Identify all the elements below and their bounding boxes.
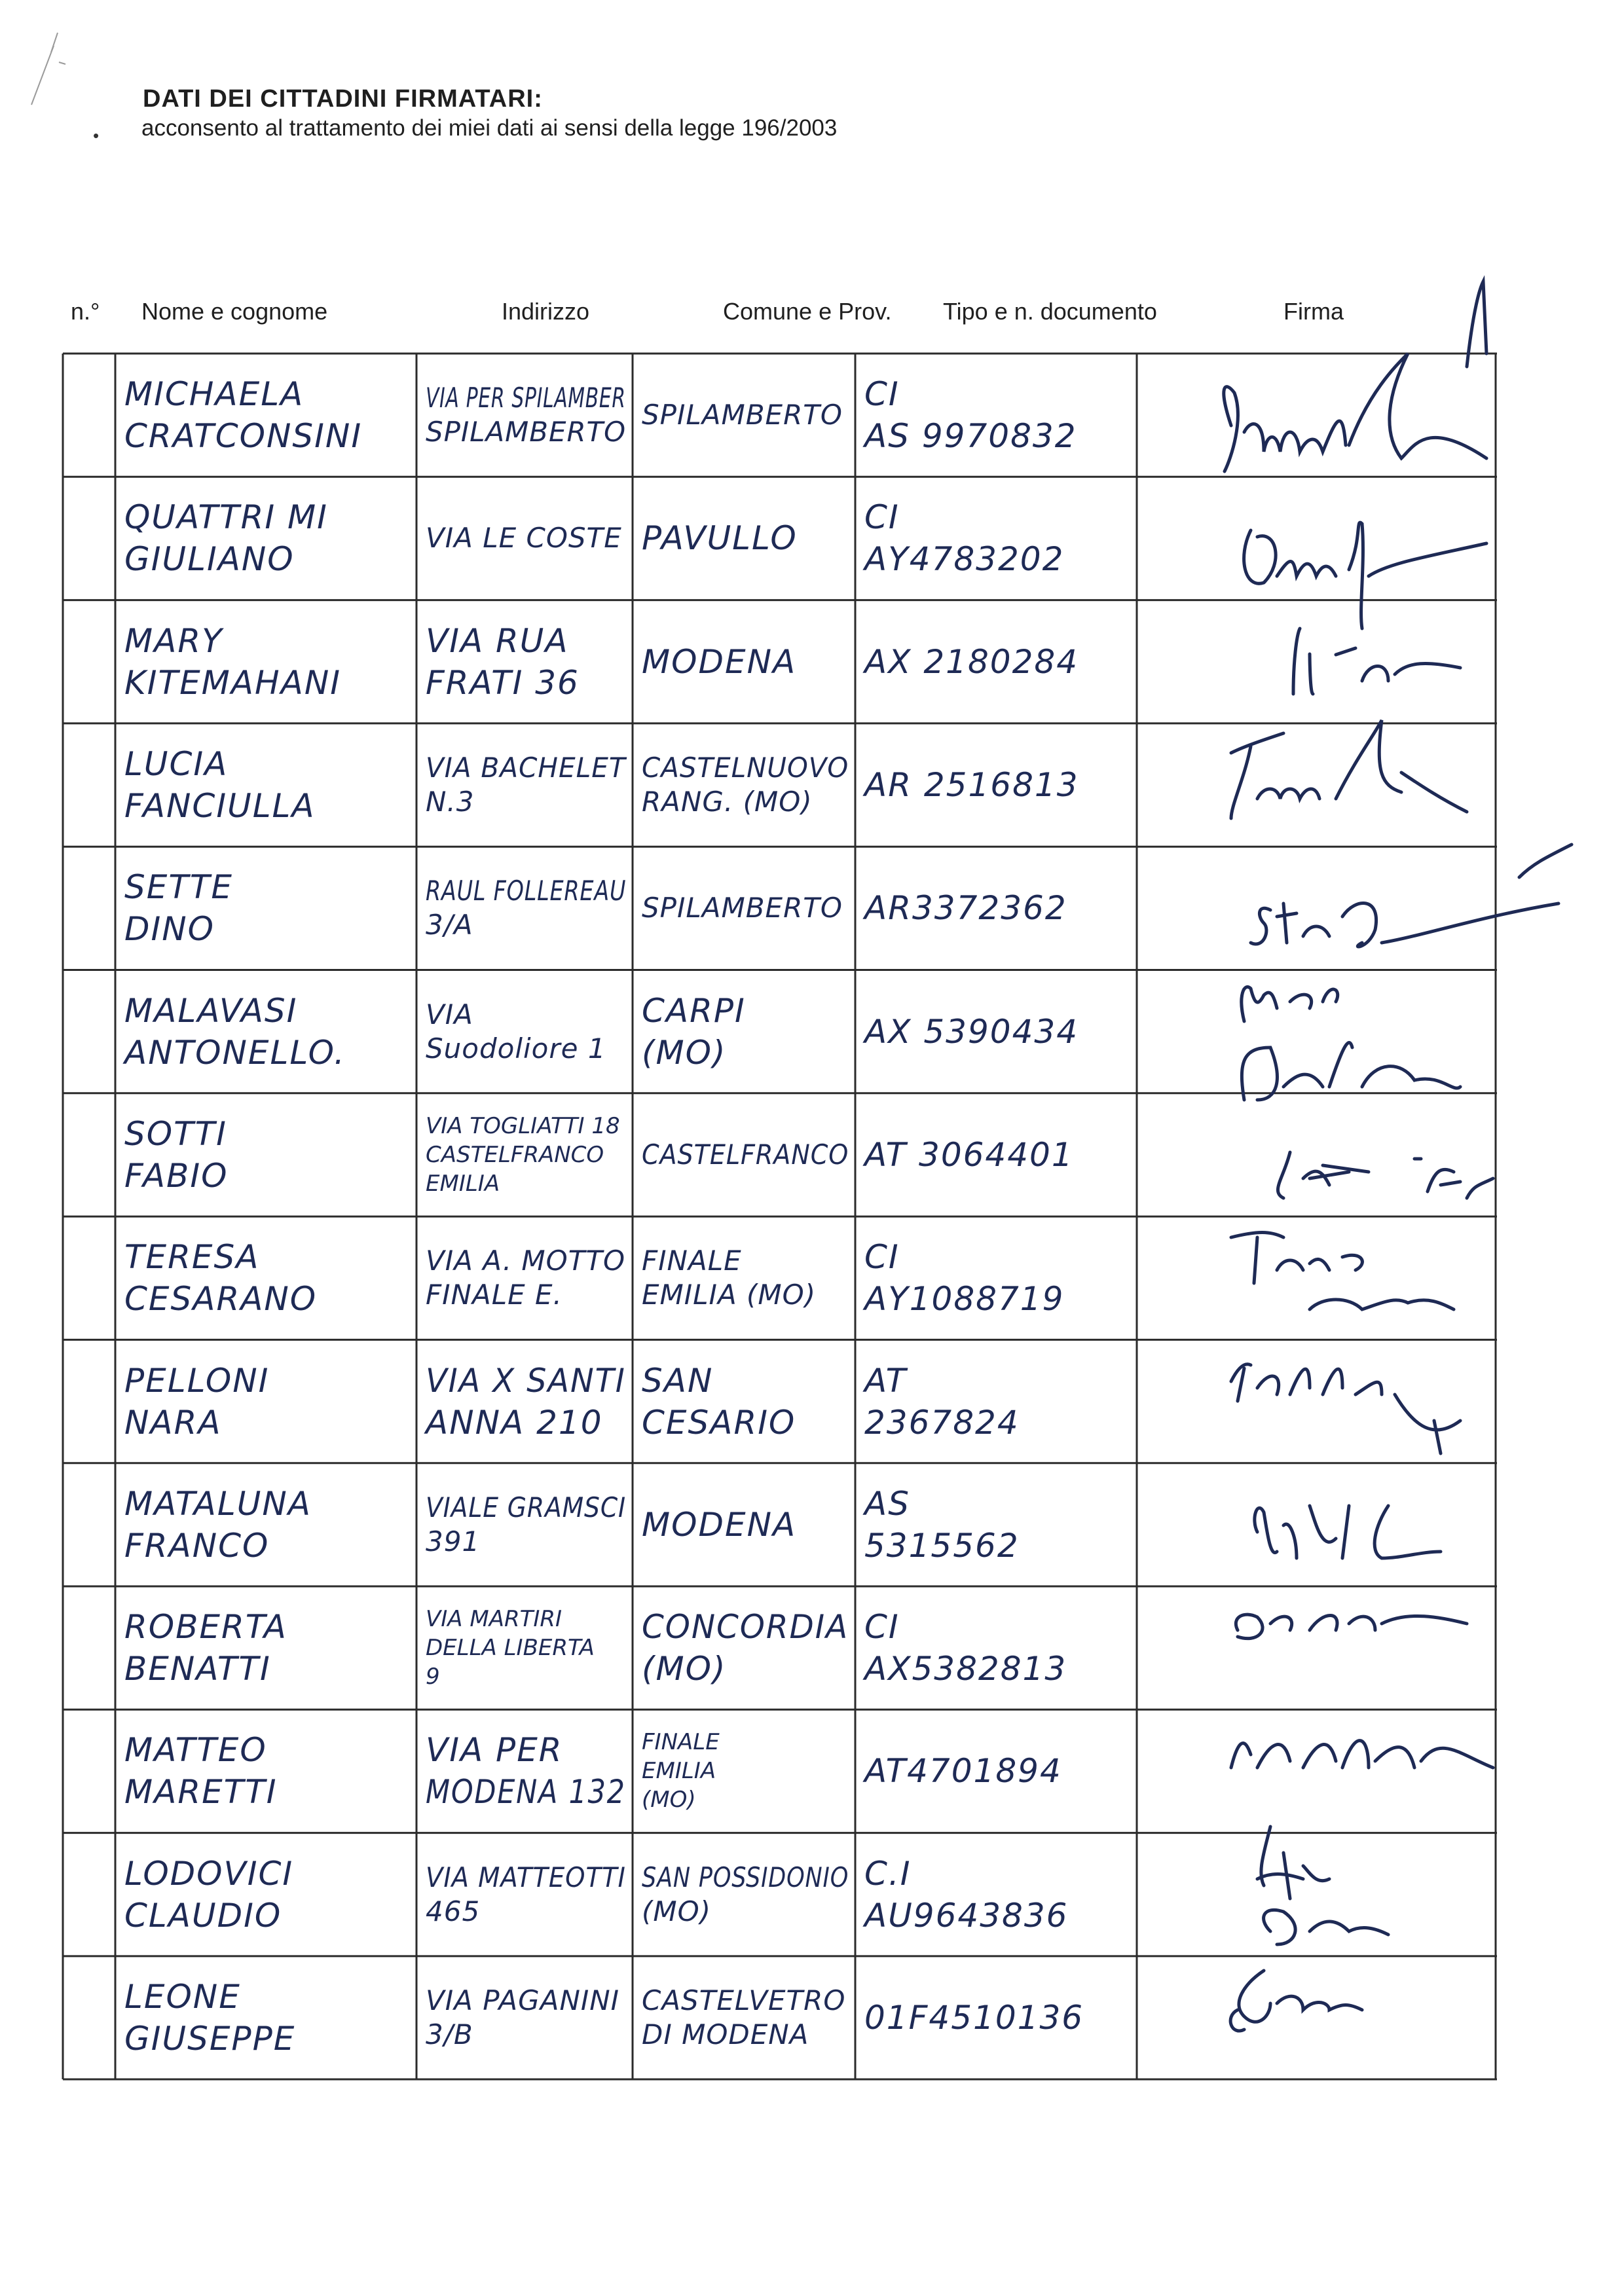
table-cell-name: GIULIANO <box>124 540 295 579</box>
table-cell-document: AS <box>864 1484 910 1523</box>
table-cell-address: N.3 <box>426 786 475 818</box>
table-cell-address: MODENA 132 <box>426 1773 626 1812</box>
table-cell-address: RAUL FOLLEREAU <box>426 875 627 907</box>
table-cell-municipality: (MO) <box>642 1895 712 1927</box>
table-cell-document: AT <box>864 1361 908 1400</box>
table-cell-name: NARA <box>124 1403 222 1442</box>
table-cell-name: MALAVASI <box>124 991 298 1030</box>
table-grid <box>63 354 1497 2079</box>
table-cell-name: MARY <box>124 621 223 660</box>
scan-mark <box>12 26 90 111</box>
table-cell-document: AS 9970832 <box>864 417 1077 456</box>
table-cell-address: Suodoliore 1 <box>426 1032 606 1065</box>
table-cell-address: CASTELFRANCO <box>426 1141 604 1168</box>
table-cell-name: CRATCONSINI <box>124 417 363 456</box>
table-cell-address: VIALE GRAMSCI <box>426 1491 627 1523</box>
table-cell-address: VIA PER SPILAMBER <box>426 382 626 414</box>
table-cell-document: 5315562 <box>864 1526 1020 1565</box>
table-cell-municipality: MODENA <box>642 642 797 681</box>
table-cell-address: VIA TOGLIATTI 18 <box>426 1112 620 1139</box>
table-cell-address: VIA PAGANINI <box>426 1984 620 2017</box>
column-header-municipality: Comune e Prov. <box>723 298 892 325</box>
table-cell-address: VIA RUA <box>426 621 569 660</box>
column-header-number: n.° <box>71 298 100 325</box>
table-cell-document: CI <box>864 375 900 414</box>
table-cell-address: FINALE E. <box>426 1279 563 1311</box>
consent-bullet: • <box>93 126 100 145</box>
table-cell-document: AT 3064401 <box>864 1135 1074 1174</box>
table-cell-municipality: EMILIA (MO) <box>642 1279 817 1311</box>
table-cell-address: VIA PER <box>426 1731 563 1770</box>
table-cell-address: VIA LE COSTE <box>426 522 622 555</box>
table-cell-name: LODOVICI <box>124 1854 294 1893</box>
table-cell-address: VIA MARTIRI <box>426 1606 563 1633</box>
table-cell-address: SPILAMBERTO <box>426 416 627 448</box>
table-cell-document: AY4783202 <box>864 540 1065 579</box>
table-cell-municipality: DI MODENA <box>642 2018 809 2051</box>
table-cell-name: MICHAELA <box>124 375 304 414</box>
table-cell-municipality: CARPI <box>642 991 746 1030</box>
table-cell-name: SETTE <box>124 868 234 907</box>
table-cell-name: MATALUNA <box>124 1484 312 1523</box>
table-cell-address: 3/A <box>426 909 473 941</box>
table-cell-address: 465 <box>426 1895 481 1927</box>
table-cell-name: GIUSEPPE <box>124 2020 296 2058</box>
table-cell-address: VIA BACHELET <box>426 752 626 784</box>
form-title: DATI DEI CITTADINI FIRMATARI: <box>143 85 543 113</box>
table-cell-name: LUCIA <box>124 745 229 784</box>
table-cell-name: QUATTRI MI <box>124 498 328 537</box>
table-cell-municipality: SAN POSSIDONIO <box>642 1861 849 1893</box>
table-cell-name: SOTTI <box>124 1114 227 1153</box>
table-cell-name: FANCIULLA <box>124 787 316 826</box>
table-cell-document: AR3372362 <box>864 889 1067 928</box>
column-header-name: Nome e cognome <box>141 298 328 325</box>
table-cell-name: ROBERTA <box>124 1608 287 1647</box>
table-cell-document: AT4701894 <box>864 1752 1062 1791</box>
table-cell-document: CI <box>864 1238 900 1277</box>
table-cell-municipality: EMILIA <box>642 1758 716 1785</box>
table-cell-municipality: RANG. (MO) <box>642 786 813 818</box>
table-cell-document: AX 2180284 <box>864 642 1079 681</box>
table-cell-document: 2367824 <box>864 1403 1020 1442</box>
table-cell-address: DELLA LIBERTA <box>426 1635 595 1662</box>
table-cell-municipality: CASTELFRANCO <box>642 1138 849 1171</box>
table-cell-address: 391 <box>426 1525 481 1558</box>
table-cell-name: KITEMAHANI <box>124 663 341 702</box>
table-cell-name: FABIO <box>124 1156 229 1195</box>
table-cell-municipality: (MO) <box>642 1787 696 1813</box>
table-cell-address: ANNA 210 <box>426 1403 603 1442</box>
table-cell-name: ANTONELLO. <box>124 1033 346 1072</box>
table-cell-name: LEONE <box>124 1978 241 2016</box>
table-cell-name: CLAUDIO <box>124 1896 282 1935</box>
table-cell-name: TERESA <box>124 1238 260 1277</box>
table-cell-name: PELLONI <box>124 1361 270 1400</box>
table-cell-name: FRANCO <box>124 1526 270 1565</box>
table-cell-address: 3/B <box>426 2018 473 2051</box>
table-cell-document: AX5382813 <box>864 1650 1067 1688</box>
table-cell-name: CESARANO <box>124 1280 318 1319</box>
table-cell-municipality: CASTELVETRO <box>642 1984 846 2017</box>
table-cell-address: EMILIA <box>426 1170 500 1197</box>
table-cell-document: AR 2516813 <box>864 766 1079 805</box>
table-cell-municipality: FINALE <box>642 1729 720 1756</box>
table-cell-document: AY1088719 <box>864 1280 1065 1319</box>
table-cell-municipality: SAN <box>642 1361 714 1400</box>
table-cell-address: VIA MATTEOTTI <box>426 1861 626 1893</box>
table-cell-municipality: MODENA <box>642 1505 797 1544</box>
table-cell-municipality: FINALE <box>642 1245 742 1277</box>
table-cell-document: AU9643836 <box>864 1896 1069 1935</box>
table-cell-document: CI <box>864 498 900 537</box>
table-cell-document: C.I <box>864 1854 912 1893</box>
column-header-address: Indirizzo <box>502 298 590 325</box>
table-cell-municipality: SPILAMBERTO <box>642 399 843 431</box>
table-cell-municipality: (MO) <box>642 1650 727 1688</box>
table-cell-name: MATTEO <box>124 1731 267 1770</box>
table-cell-municipality: (MO) <box>642 1033 727 1072</box>
consent-text: acconsento al trattamento dei miei dati ai sensi della legge 196/2003 <box>141 115 838 141</box>
table-cell-address: VIA X SANTI <box>426 1361 626 1400</box>
signature-table <box>63 354 1497 2079</box>
table-cell-municipality: CONCORDIA <box>642 1608 849 1647</box>
table-cell-municipality: CESARIO <box>642 1403 796 1442</box>
table-cell-municipality: SPILAMBERTO <box>642 892 843 924</box>
table-cell-address: VIA A. MOTTO <box>426 1245 626 1277</box>
table-cell-address: VIA <box>426 998 473 1030</box>
column-header-signature: Firma <box>1283 298 1344 325</box>
table-cell-municipality: PAVULLO <box>642 519 798 558</box>
table-cell-municipality: CASTELNUOVO <box>642 752 849 784</box>
column-header-document: Tipo e n. documento <box>943 298 1157 325</box>
table-cell-document: CI <box>864 1608 900 1647</box>
table-cell-document: AX 5390434 <box>864 1012 1079 1051</box>
table-cell-name: DINO <box>124 910 215 949</box>
table-cell-name: BENATTI <box>124 1650 271 1688</box>
table-cell-address: 9 <box>426 1664 440 1690</box>
table-cell-document: 01F4510136 <box>864 1999 1084 2037</box>
table-cell-name: MARETTI <box>124 1773 278 1812</box>
table-cell-address: FRATI 36 <box>426 663 580 702</box>
